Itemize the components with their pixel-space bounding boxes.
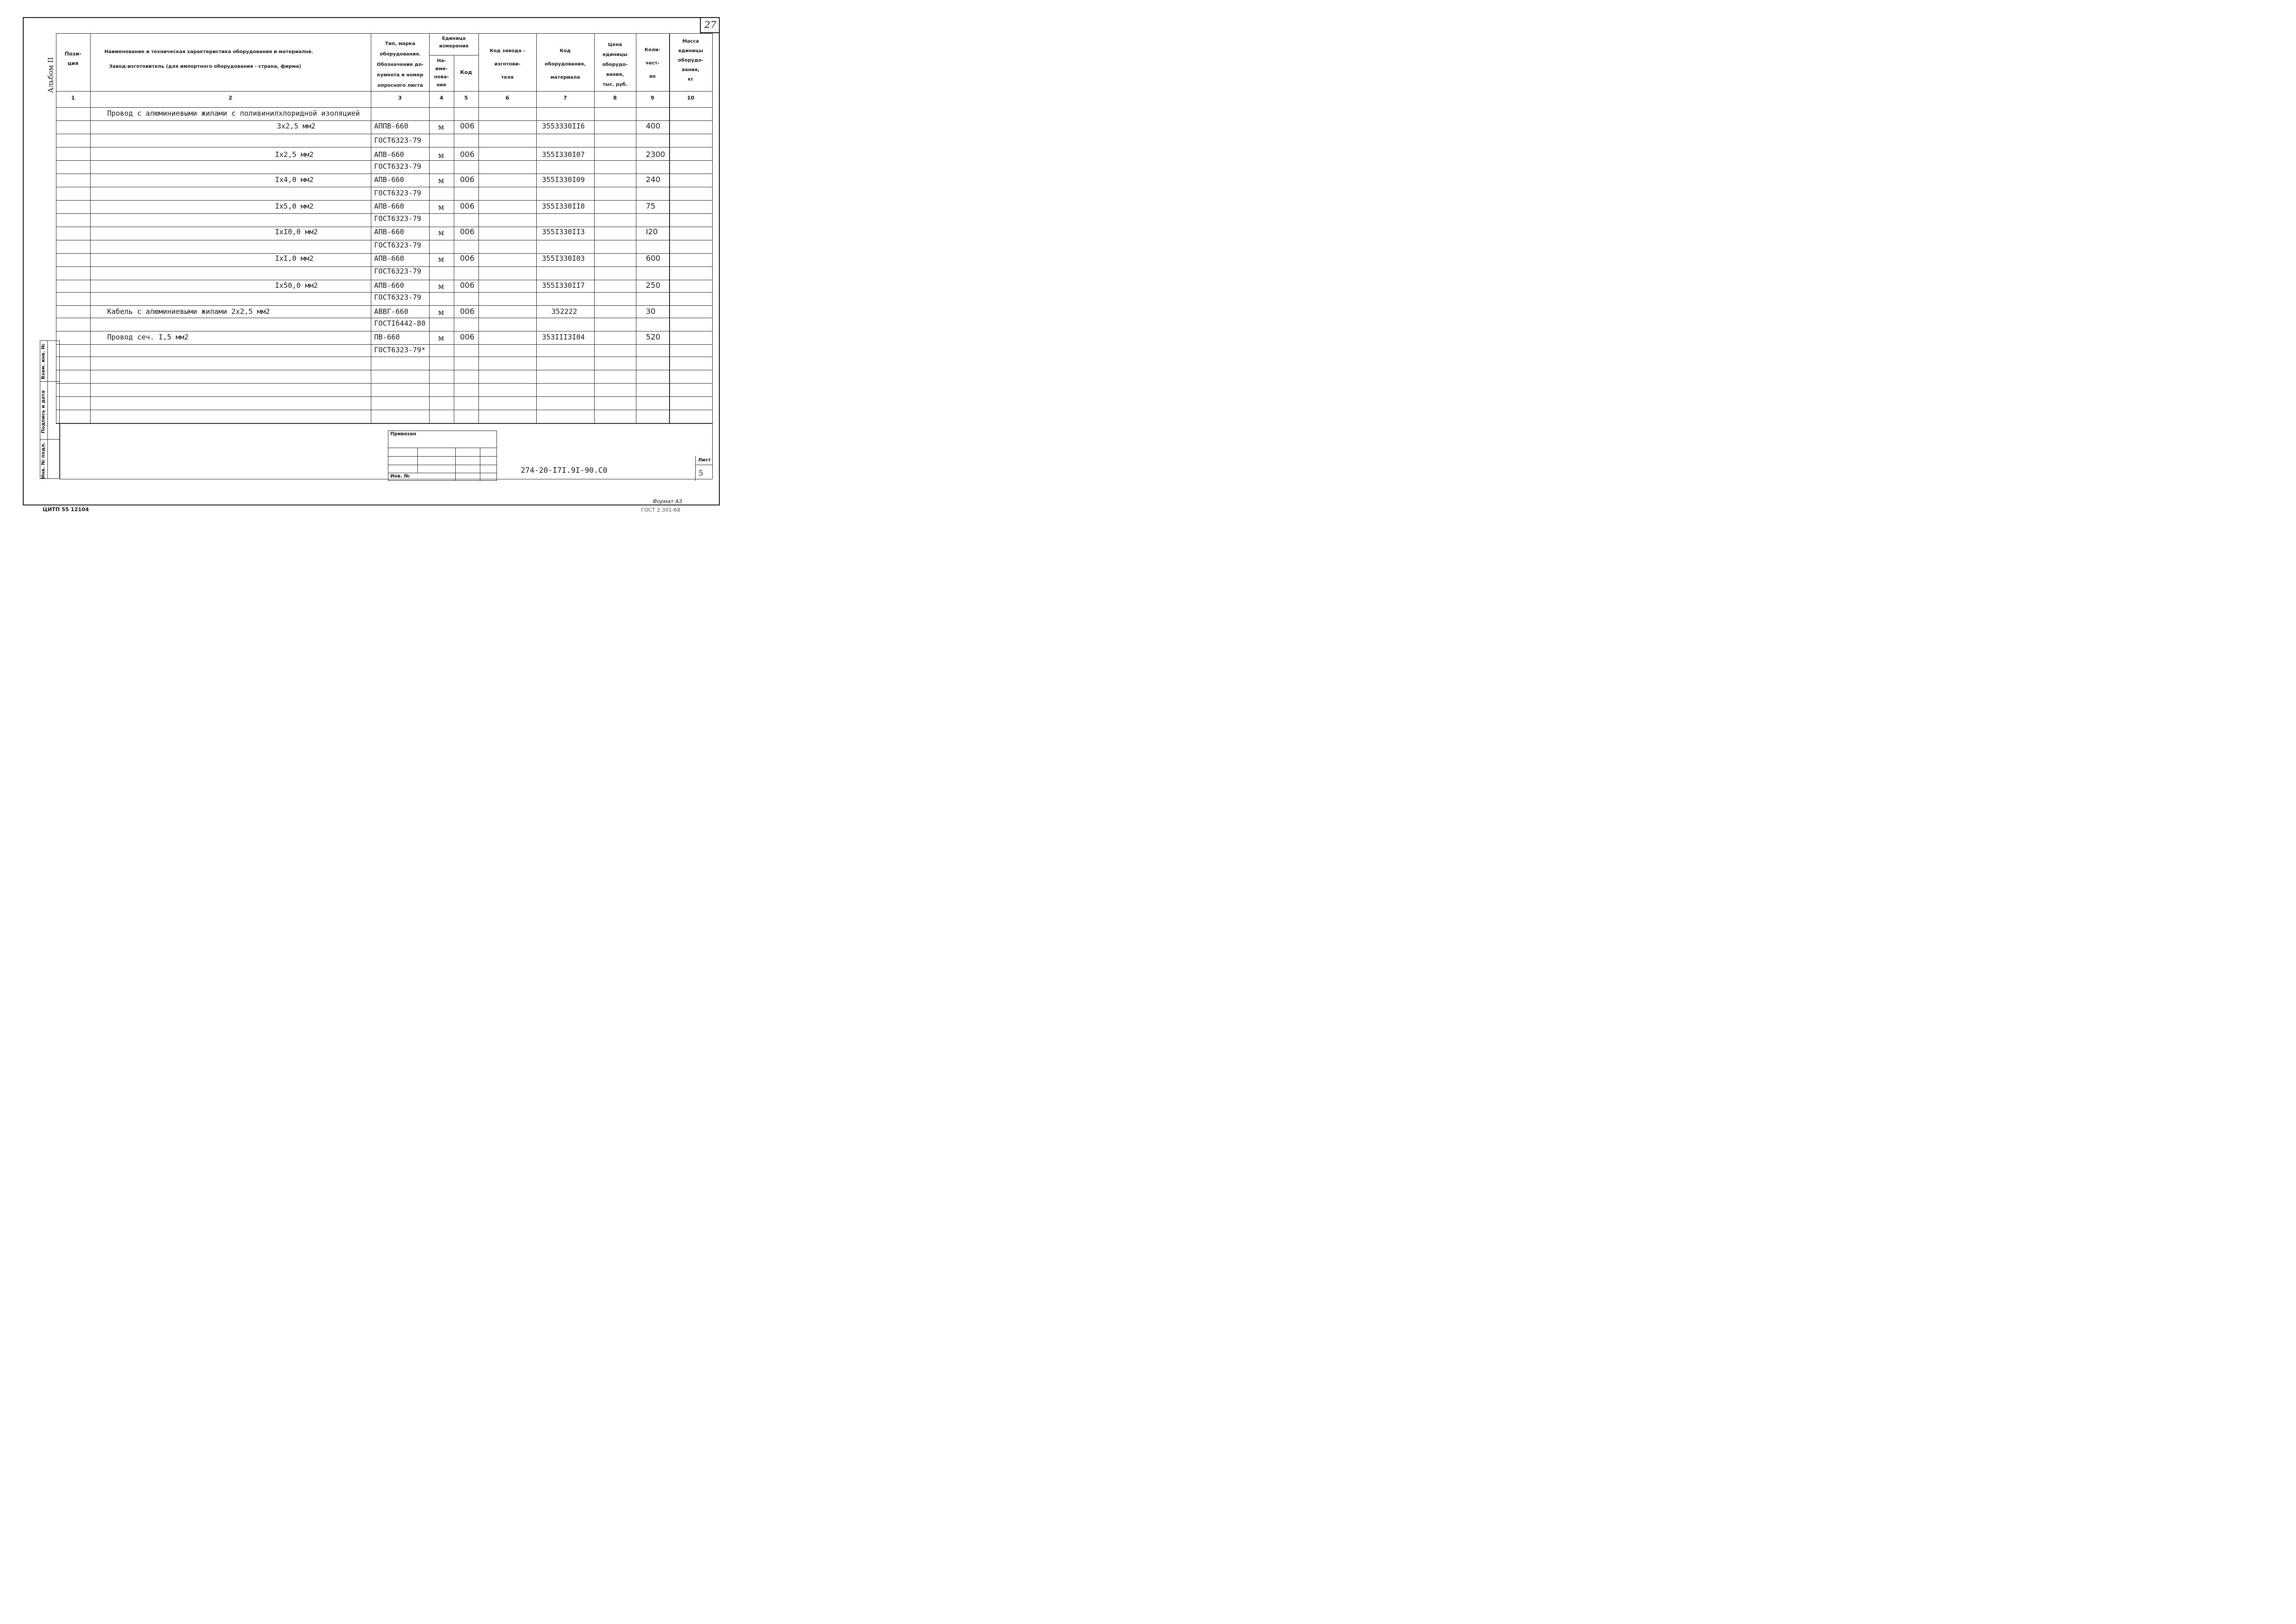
footer-left-code: ЦИТП 55 12104 <box>43 506 89 513</box>
table-cell-name: Кабель с алюминиевыми жилами 2х2,5 мм2 <box>107 307 270 316</box>
table-cell-type: АППВ-660 <box>374 122 409 130</box>
colnum-4: 4 <box>440 95 443 101</box>
header-position: Пози- ция <box>64 51 82 66</box>
table-cell-code: 006 <box>460 332 475 341</box>
document-designation: 274-20-I7I.9I-90.C0 <box>521 466 608 475</box>
table-cell-qty: 520 <box>646 332 661 341</box>
table-cell-code: 006 <box>460 121 475 130</box>
table-cell-eq-code: 352222 <box>551 307 578 316</box>
header-unit-name: На- име- нова- ние <box>434 58 449 88</box>
colnum-2: 2 <box>229 95 232 101</box>
colnum-5: 5 <box>464 95 468 101</box>
colnum-10: 10 <box>687 95 695 101</box>
header-unit-code: Код <box>460 69 472 75</box>
drawing-frame <box>23 17 720 505</box>
table-cell-unit: м <box>438 176 444 185</box>
table-cell-type: ГОСТ6323-79* <box>374 346 426 354</box>
table-cell-type: АПВ-660 <box>374 175 404 184</box>
table-cell-unit: м <box>438 333 444 342</box>
table-cell-code: 006 <box>460 281 475 290</box>
table-cell-eq-code: 355I330I09 <box>542 175 585 184</box>
table-cell-qty: 75 <box>646 202 656 211</box>
header-quantity: Коли- чест- во <box>644 47 661 79</box>
table-cell-type: ГОСТ6323-79 <box>374 162 422 171</box>
table-cell-code: 006 <box>460 254 475 263</box>
header-price: Цена единицы оборудо- вания, тыс. руб. <box>602 42 628 87</box>
inv-no-label: Инв. № <box>390 474 410 479</box>
table-cell-type: ГОСТ6323-79 <box>374 267 422 275</box>
colnum-6: 6 <box>505 95 509 101</box>
table-cell-code: 006 <box>460 202 475 211</box>
header-manufacturer-code: Код завода - изготови- теля <box>489 48 525 80</box>
table-cell-code: 006 <box>460 307 475 316</box>
table-cell-code: 006 <box>460 150 475 159</box>
footer-format: Формат А3 <box>652 498 682 505</box>
table-cell-eq-code: 355I330II7 <box>542 281 585 290</box>
table-cell-qty: 240 <box>646 175 661 184</box>
header-equipment-code: Код оборудования, материала <box>544 48 586 80</box>
footer-gost: ГОСТ 2.301-68 <box>641 507 680 513</box>
header-name-line1: Наименование и техническая характеристика оборудования и материалов. <box>104 49 313 55</box>
table-cell-eq-code: 355I330I03 <box>542 254 585 263</box>
header-type: Тип, марка оборудования. Обозначение до- кумента и номер опросного листа <box>377 41 424 88</box>
table-cell-type: АПВ-660 <box>374 202 404 211</box>
table-cell-eq-code: 3553330II6 <box>542 122 585 130</box>
table-cell-type: ГОСТ6323-79 <box>374 136 422 145</box>
table-cell-eq-code: 355I330II0 <box>542 202 585 211</box>
table-cell-name: Iх2,5 мм2 <box>275 150 314 159</box>
header-name-line2: Завод-изготовитель (для импортного оборудования - страна, фирма) <box>109 64 302 69</box>
colnum-9: 9 <box>651 95 654 101</box>
table-cell-qty: 2300 <box>646 150 665 159</box>
table-cell-qty: 600 <box>646 254 661 263</box>
privyazan-label: Привязан <box>390 431 416 437</box>
table-cell-name: IхI0,0 мм2 <box>275 228 318 236</box>
table-cell-name: Iх50,0 мм2 <box>275 281 318 290</box>
sheet-label: Лист <box>698 458 711 463</box>
table-cell-type: ГОСТ6323-79 <box>374 241 422 249</box>
header-mass: Масса единицы оборудо- вания, кг <box>678 39 704 82</box>
table-cell-type: АВВГ-660 <box>374 307 409 316</box>
table-cell-name: 3х2,5 мм2 <box>277 122 316 130</box>
table-cell-qty: 250 <box>646 281 661 290</box>
table-cell-unit: м <box>438 151 444 160</box>
table-cell-type: ПВ-660 <box>374 333 400 341</box>
table-cell-unit: м <box>438 255 444 264</box>
table-cell-name: Iх5,0 мм2 <box>275 202 314 211</box>
table-cell-qty: 400 <box>646 121 661 130</box>
table-cell-qty: I20 <box>646 227 658 236</box>
table-cell-type: ГОСТI6442-80 <box>374 319 426 328</box>
table-cell-name: Провод сеч. I,5 мм2 <box>107 333 189 341</box>
table-cell-eq-code: 355I330II3 <box>542 228 585 236</box>
table-cell-code: 006 <box>460 227 475 236</box>
colnum-3: 3 <box>398 95 402 101</box>
sheet-number: 5 <box>698 468 704 477</box>
table-cell-type: АПВ-660 <box>374 254 404 263</box>
table-cell-unit: м <box>438 122 444 131</box>
album-label: Альбом II <box>46 57 55 93</box>
table-cell-type: АПВ-660 <box>374 281 404 290</box>
table-cell-qty: 30 <box>646 307 656 316</box>
table-cell-type: ГОСТ6323-79 <box>374 189 422 197</box>
table-cell-type: АПВ-660 <box>374 150 404 159</box>
table-cell-eq-code: 353III3I04 <box>542 333 585 341</box>
table-cell-eq-code: 355I330I07 <box>542 150 585 159</box>
table-cell-type: ГОСТ6323-79 <box>374 214 422 223</box>
side-podpis-label: Подпись и дата <box>41 390 46 433</box>
colnum-1: 1 <box>71 95 75 101</box>
page-number: 27 <box>700 17 720 33</box>
side-vzam-label: Взам. инв. № <box>41 343 46 379</box>
table-cell-name: Iх4,0 мм2 <box>275 175 314 184</box>
header-unit-group: Единица измерения <box>439 36 469 49</box>
table-cell-name: IхI,0 мм2 <box>275 254 314 263</box>
colnum-8: 8 <box>613 95 617 101</box>
side-inv-podl-label: Инв. № подл. <box>41 442 46 479</box>
colnum-7: 7 <box>563 95 567 101</box>
table-cell-unit: м <box>438 202 444 211</box>
table-cell-code: 006 <box>460 175 475 184</box>
table-cell-unit: м <box>438 282 444 291</box>
table-cell-type: АПВ-660 <box>374 228 404 236</box>
table-cell-name: Провод с алюминиевыми жилами с поливинилхлоридной изоляцией <box>107 109 360 118</box>
table-cell-type: ГОСТ6323-79 <box>374 293 422 302</box>
table-cell-unit: м <box>438 308 444 317</box>
table-cell-unit: м <box>438 228 444 237</box>
